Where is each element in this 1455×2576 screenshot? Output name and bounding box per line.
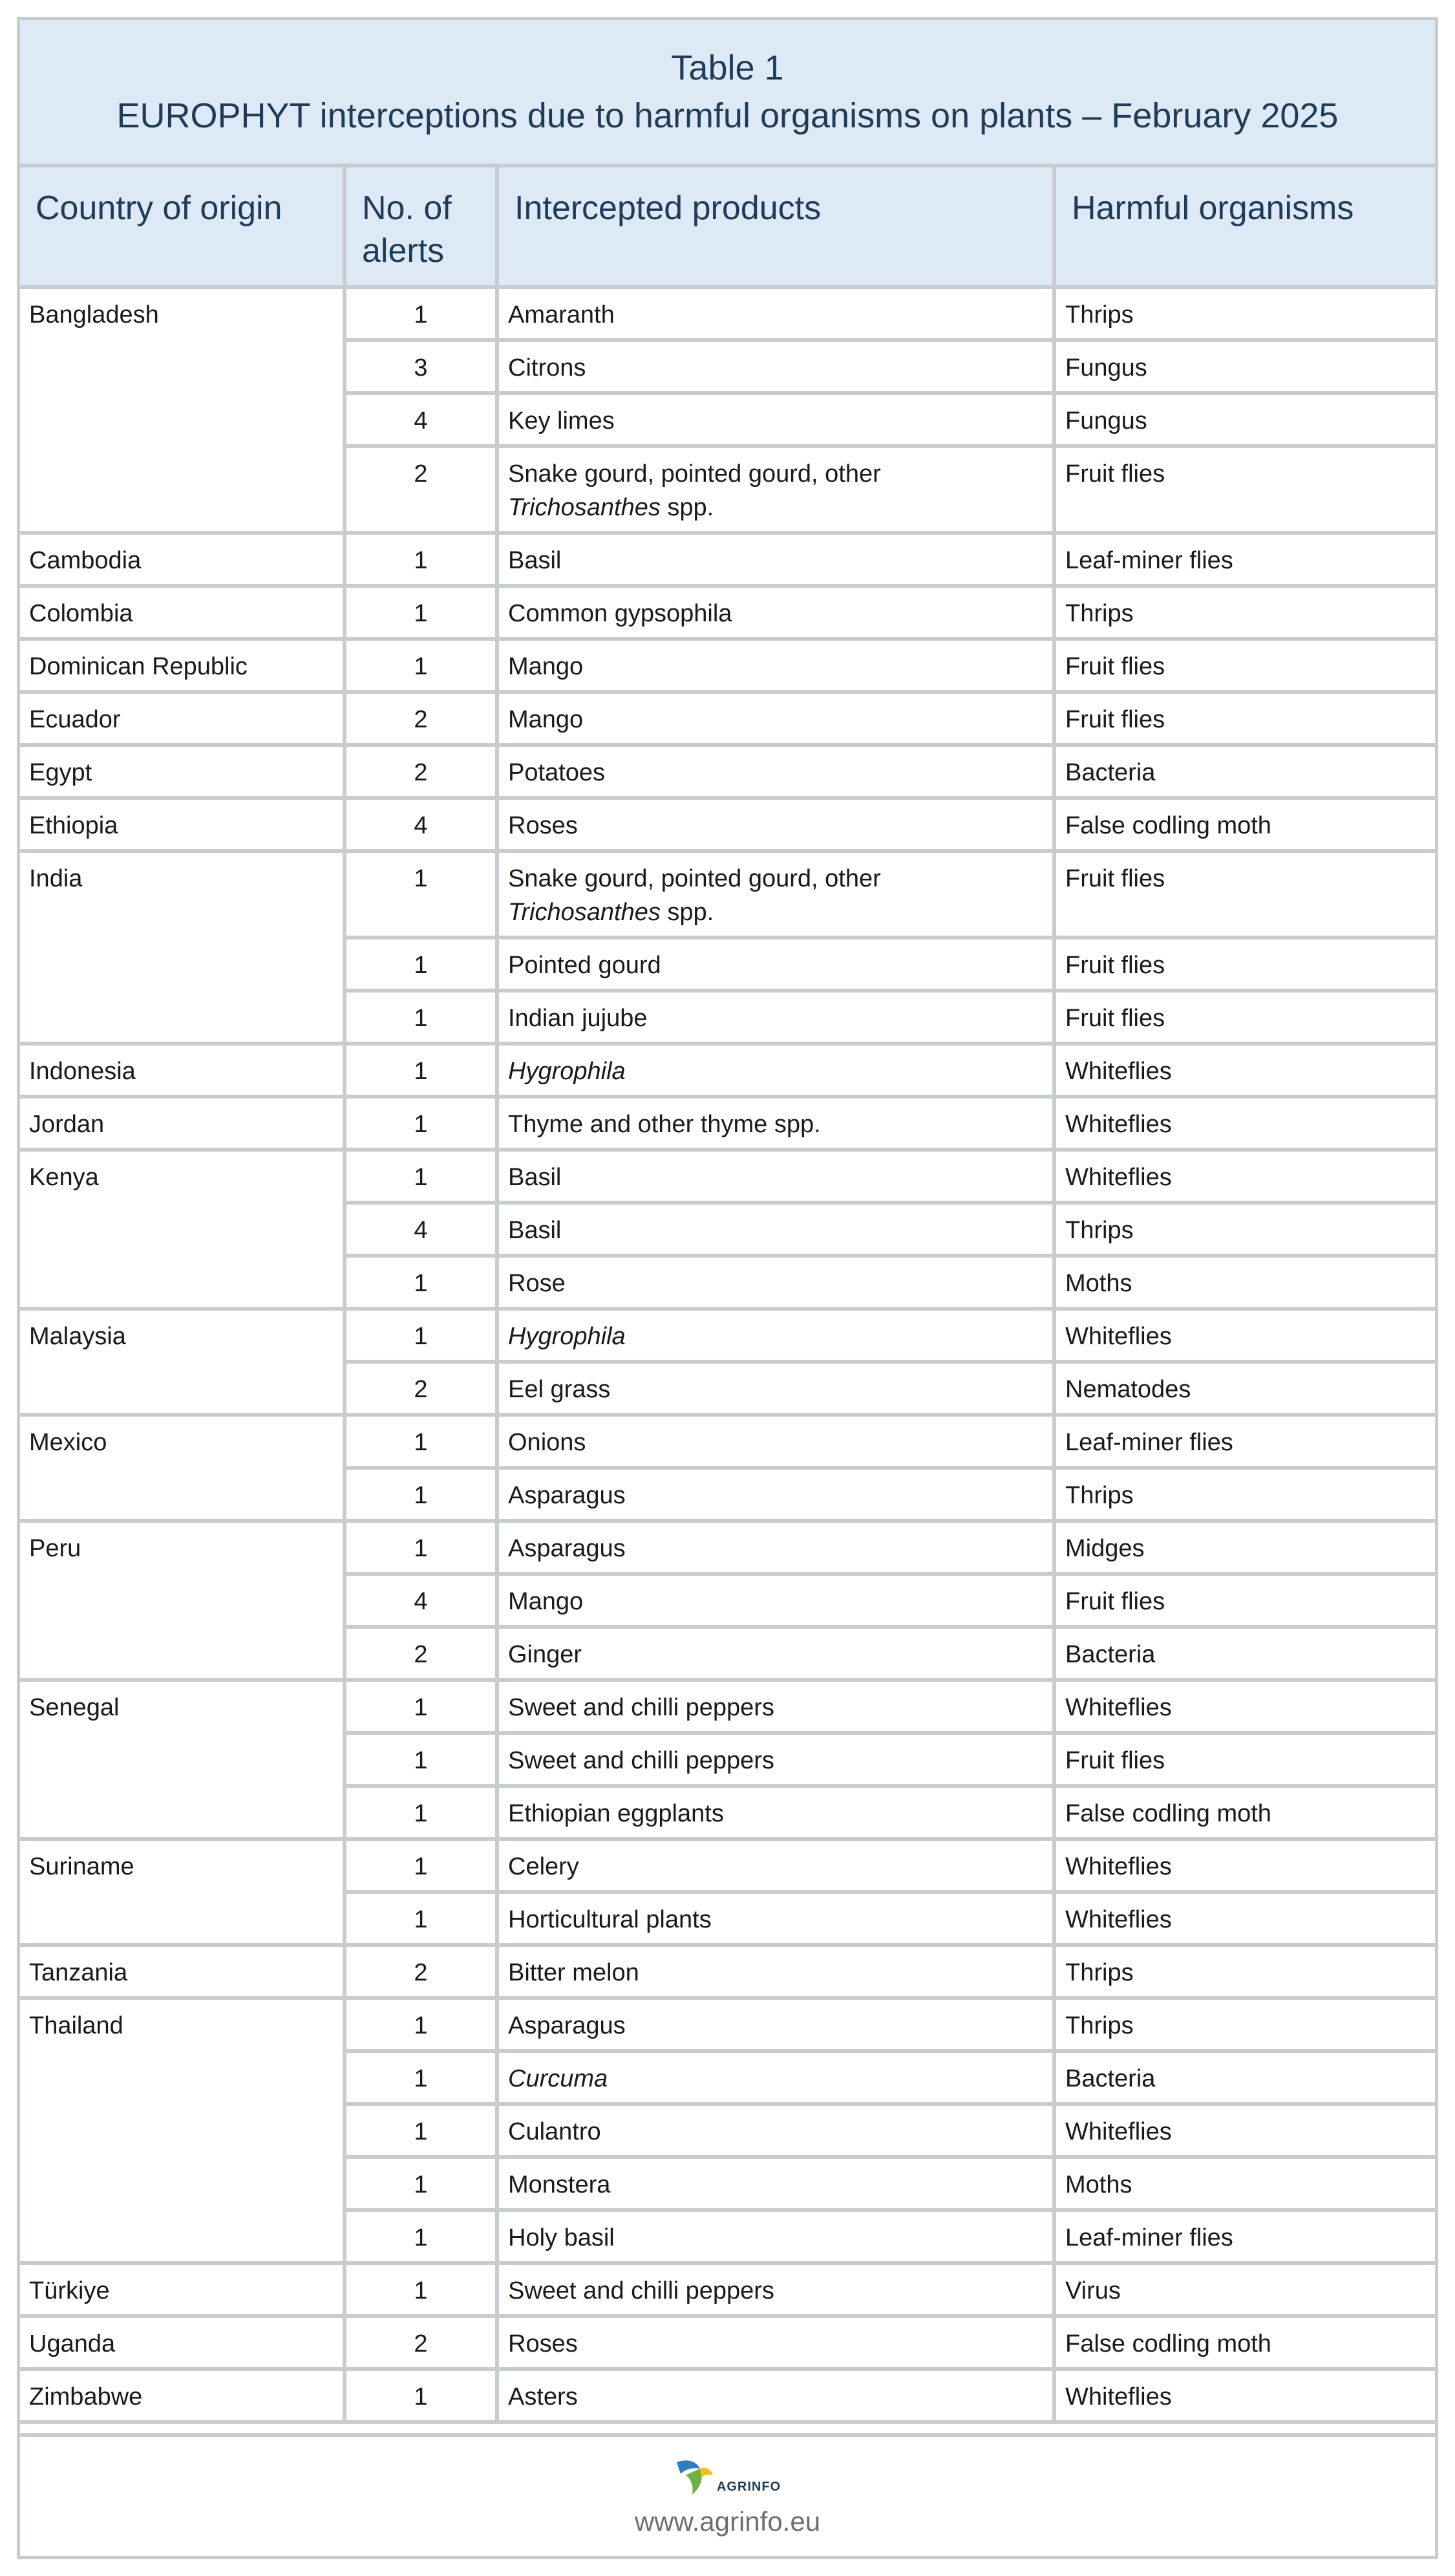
cell-organism: Thrips [1054,1468,1435,1521]
cell-country [20,446,345,533]
cell-organism: False codling moth [1054,1786,1435,1839]
cell-product [497,1362,1054,1415]
cell-alerts: 1 [345,1839,497,1892]
cell-organism: Leaf-miner flies [1054,2210,1435,2263]
cell-country: Zimbabwe [20,2369,345,2422]
cell-country [20,1733,345,1786]
cell-country: Cambodia [20,533,345,586]
cell-country: Malaysia [20,1309,345,1362]
cell-product [497,1256,1054,1309]
cell-country: Kenya [20,1150,345,1203]
cell-country: Türkiye [20,2263,345,2316]
footer [20,2433,1435,2556]
agrinfo-brand: AGRINFO [716,2480,781,2494]
table-row [20,1786,1435,1839]
cell-product [497,533,1054,586]
cell-alerts: 1 [345,639,497,692]
cell-alerts: 1 [345,1309,497,1362]
cell-product [497,745,1054,798]
table-row [20,533,1435,586]
cell-alerts: 1 [345,1256,497,1309]
cell-country [20,1892,345,1945]
cell-country: Ecuador [20,692,345,745]
cell-product [497,1998,1054,2051]
table-row [20,1468,1435,1521]
cell-alerts: 2 [345,2316,497,2369]
cell-alerts: 1 [345,1097,497,1150]
table-title-box [20,20,1435,167]
cell-alerts: 1 [345,991,497,1044]
cell-product [497,2316,1054,2369]
product-scientific-name: Trichosanthes [508,494,661,521]
cell-product [497,1945,1054,1998]
table-row [20,446,1435,533]
product-text: Asparagus [508,2012,626,2039]
product-text: Holy basil [508,2224,615,2251]
table-row [20,586,1435,639]
product-text: Horticultural plants [508,1906,712,1933]
cell-organism: Moths [1054,1256,1435,1309]
product-text: Pointed gourd [508,952,661,979]
cell-alerts: 1 [345,1468,497,1521]
cell-organism: Fruit flies [1054,446,1435,533]
cell-organism: Midges [1054,1521,1435,1574]
product-scientific-name: Hygrophila [508,1058,626,1085]
cell-alerts: 2 [345,1362,497,1415]
product-text: Ginger [508,1641,582,1668]
table-row [20,692,1435,745]
cell-alerts: 4 [345,1574,497,1627]
product-text: Key limes [508,407,615,435]
table-row [20,1627,1435,1680]
table-row [20,1733,1435,1786]
product-text: Rose [508,1270,566,1297]
cell-product [497,1574,1054,1627]
cell-product [497,1044,1054,1097]
cell-organism: Fruit flies [1054,639,1435,692]
product-scientific-name: Trichosanthes [508,899,661,926]
cell-alerts: 2 [345,745,497,798]
cell-country: Suriname [20,1839,345,1892]
cell-country: Indonesia [20,1044,345,1097]
product-text: Mango [508,1588,584,1615]
table-row [20,991,1435,1044]
product-text: Citrons [508,354,586,381]
product-text: Common gypsophila [508,600,732,627]
table-row [20,938,1435,991]
cell-organism: Virus [1054,2263,1435,2316]
cell-country: Uganda [20,2316,345,2369]
cell-alerts: 1 [345,1786,497,1839]
cell-alerts: 1 [345,1150,497,1203]
table-row [20,2369,1435,2422]
product-text: Asparagus [508,1535,626,1562]
cell-alerts: 1 [345,287,497,340]
cell-product [497,851,1054,938]
agrinfo-leaf-icon [674,2456,714,2497]
cell-organism: Fruit flies [1054,991,1435,1044]
cell-country: Mexico [20,1415,345,1468]
cell-alerts: 1 [345,2210,497,2263]
cell-product [497,639,1054,692]
cell-product [497,1680,1054,1733]
cell-organism: Whiteflies [1054,1892,1435,1945]
header-organisms: Harmful organisms [1054,167,1435,287]
cell-product [497,586,1054,639]
product-text: Monstera [508,2171,611,2198]
cell-product [497,1892,1054,1945]
product-text: Sweet and chilli peppers [508,2277,774,2304]
cell-alerts: 1 [345,2263,497,2316]
cell-country [20,991,345,1044]
cell-organism: Fruit flies [1054,1733,1435,1786]
table-row [20,745,1435,798]
cell-country [20,1468,345,1521]
website-link[interactable]: www.agrinfo.eu [634,2506,821,2537]
cell-country: Bangladesh [20,287,345,340]
cell-alerts: 4 [345,798,497,851]
cell-alerts: 1 [345,2369,497,2422]
cell-country [20,2210,345,2263]
product-text: Asparagus [508,1482,626,1509]
cell-country [20,340,345,393]
cell-organism: Whiteflies [1054,2104,1435,2157]
cell-alerts: 4 [345,1203,497,1256]
cell-country: Dominican Republic [20,639,345,692]
table-row [20,1203,1435,1256]
cell-alerts: 3 [345,340,497,393]
cell-country: Jordan [20,1097,345,1150]
product-text: Mango [508,706,584,733]
product-text: Thyme and other thyme spp. [508,1111,821,1138]
cell-alerts: 2 [345,1627,497,1680]
cell-country [20,1256,345,1309]
cell-organism: Fungus [1054,340,1435,393]
cell-alerts: 1 [345,851,497,938]
cell-country [20,1203,345,1256]
table-row [20,393,1435,446]
product-text: Roses [508,2330,578,2357]
cell-product [497,1309,1054,1362]
product-text: Ethiopian eggplants [508,1800,724,1827]
table-row [20,2210,1435,2263]
cell-alerts: 2 [345,446,497,533]
table-row [20,2316,1435,2369]
cell-organism: Fruit flies [1054,938,1435,991]
table-row [20,2104,1435,2157]
cell-country [20,2051,345,2104]
agrinfo-logo [674,2456,781,2497]
cell-country [20,1627,345,1680]
product-text: Snake gourd, pointed gourd, other [508,460,881,488]
product-text: Celery [508,1853,579,1880]
cell-alerts: 1 [345,1892,497,1945]
product-text: Potatoes [508,759,605,786]
cell-product [497,2157,1054,2210]
cell-organism: Fruit flies [1054,851,1435,938]
product-text: Onions [508,1429,586,1456]
cell-organism: Fungus [1054,393,1435,446]
product-text: Asters [508,2383,578,2410]
table-row [20,639,1435,692]
header-row [20,167,1435,287]
cell-organism: Fruit flies [1054,692,1435,745]
cell-product [497,1521,1054,1574]
header-products: Intercepted products [497,167,1054,287]
cell-alerts: 1 [345,533,497,586]
cell-organism: Bacteria [1054,1627,1435,1680]
cell-organism: Whiteflies [1054,1680,1435,1733]
cell-organism: Whiteflies [1054,2369,1435,2422]
cell-organism: Moths [1054,2157,1435,2210]
cell-organism: Whiteflies [1054,1839,1435,1892]
product-text: Snake gourd, pointed gourd, other [508,865,881,892]
table-row [20,2263,1435,2316]
cell-country: Colombia [20,586,345,639]
cell-product [497,1203,1054,1256]
cell-product [497,1468,1054,1521]
cell-organism: Bacteria [1054,745,1435,798]
header-country: Country of origin [20,167,345,287]
cell-alerts: 1 [345,1733,497,1786]
table-row [20,1945,1435,1998]
table-row [20,1309,1435,1362]
cell-organism: Thrips [1054,586,1435,639]
product-scientific-name: Hygrophila [508,1323,626,1350]
cell-alerts: 1 [345,2051,497,2104]
cell-country: India [20,851,345,938]
cell-organism: Thrips [1054,1945,1435,1998]
cell-alerts: 1 [345,586,497,639]
cell-product [497,1839,1054,1892]
cell-organism: Leaf-miner flies [1054,533,1435,586]
product-text: Indian jujube [508,1005,648,1032]
cell-product [497,2263,1054,2316]
document-frame [17,17,1438,2559]
table-container [20,167,1435,2424]
cell-organism: Thrips [1054,1203,1435,1256]
cell-alerts: 1 [345,1044,497,1097]
cell-product [497,1786,1054,1839]
cell-alerts: 1 [345,1998,497,2051]
table-row [20,1362,1435,1415]
product-text: Eel grass [508,1376,611,1403]
cell-alerts: 2 [345,692,497,745]
cell-organism: Whiteflies [1054,1044,1435,1097]
product-text: Basil [508,1164,562,1191]
cell-product [497,2369,1054,2422]
cell-organism: Nematodes [1054,1362,1435,1415]
cell-country [20,938,345,991]
cell-alerts: 1 [345,2157,497,2210]
cell-alerts: 1 [345,1521,497,1574]
cell-product [497,2051,1054,2104]
cell-alerts: 1 [345,938,497,991]
cell-organism: Whiteflies [1054,1150,1435,1203]
table-row [20,2157,1435,2210]
table-row [20,287,1435,340]
table-row [20,1998,1435,2051]
cell-product [497,798,1054,851]
product-scientific-name: Curcuma [508,2065,608,2092]
cell-country: Egypt [20,745,345,798]
product-text: Culantro [508,2118,601,2145]
cell-country: Ethiopia [20,798,345,851]
cell-country [20,1786,345,1839]
table-row [20,851,1435,938]
product-suffix: spp. [660,899,714,926]
cell-organism: False codling moth [1054,798,1435,851]
cell-country: Senegal [20,1680,345,1733]
table-row [20,1097,1435,1150]
product-text: Basil [508,1217,562,1244]
cell-country: Peru [20,1521,345,1574]
product-text: Bitter melon [508,1959,639,1986]
cell-alerts: 4 [345,393,497,446]
cell-country [20,1574,345,1627]
cell-product [497,991,1054,1044]
product-text: Roses [508,812,578,839]
table-row [20,1044,1435,1097]
cell-product [497,2210,1054,2263]
cell-organism: Bacteria [1054,2051,1435,2104]
table-row [20,2051,1435,2104]
cell-product [497,340,1054,393]
cell-alerts: 1 [345,1680,497,1733]
table-row [20,1839,1435,1892]
cell-product [497,938,1054,991]
cell-country [20,1362,345,1415]
cell-organism: Whiteflies [1054,1309,1435,1362]
cell-product [497,1150,1054,1203]
header-alerts: No. of alerts [345,167,497,287]
product-text: Mango [508,653,584,680]
table-title: EUROPHYT interceptions due to harmful organisms on plants – February 2025 [116,96,1339,135]
cell-country [20,2157,345,2210]
cell-alerts: 2 [345,1945,497,1998]
product-text: Sweet and chilli peppers [508,1694,774,1721]
product-suffix: spp. [660,494,714,521]
cell-organism: Thrips [1054,287,1435,340]
table-row [20,1521,1435,1574]
product-text: Basil [508,547,562,574]
cell-organism: Thrips [1054,1998,1435,2051]
cell-product [497,2104,1054,2157]
product-text: Sweet and chilli peppers [508,1747,774,1774]
cell-country: Thailand [20,1998,345,2051]
table-row [20,798,1435,851]
cell-product [497,1415,1054,1468]
cell-organism: Fruit flies [1054,1574,1435,1627]
table-body [20,287,1435,2422]
cell-organism: Whiteflies [1054,1097,1435,1150]
cell-product [497,446,1054,533]
cell-country [20,393,345,446]
table-row [20,1574,1435,1627]
cell-product [497,1733,1054,1786]
cell-country [20,2104,345,2157]
cell-country: Tanzania [20,1945,345,1998]
table-row [20,1256,1435,1309]
cell-product [497,1097,1054,1150]
cell-product [497,287,1054,340]
cell-product [497,692,1054,745]
cell-alerts: 1 [345,1415,497,1468]
cell-product [497,1627,1054,1680]
table-row [20,340,1435,393]
cell-product [497,393,1054,446]
table-number: Table 1 [671,48,784,87]
cell-organism: False codling moth [1054,2316,1435,2369]
cell-organism: Leaf-miner flies [1054,1415,1435,1468]
interceptions-table [20,167,1435,2424]
table-row [20,1415,1435,1468]
product-text: Amaranth [508,301,615,328]
table-row [20,1150,1435,1203]
table-row [20,1892,1435,1945]
table-row [20,1680,1435,1733]
cell-alerts: 1 [345,2104,497,2157]
